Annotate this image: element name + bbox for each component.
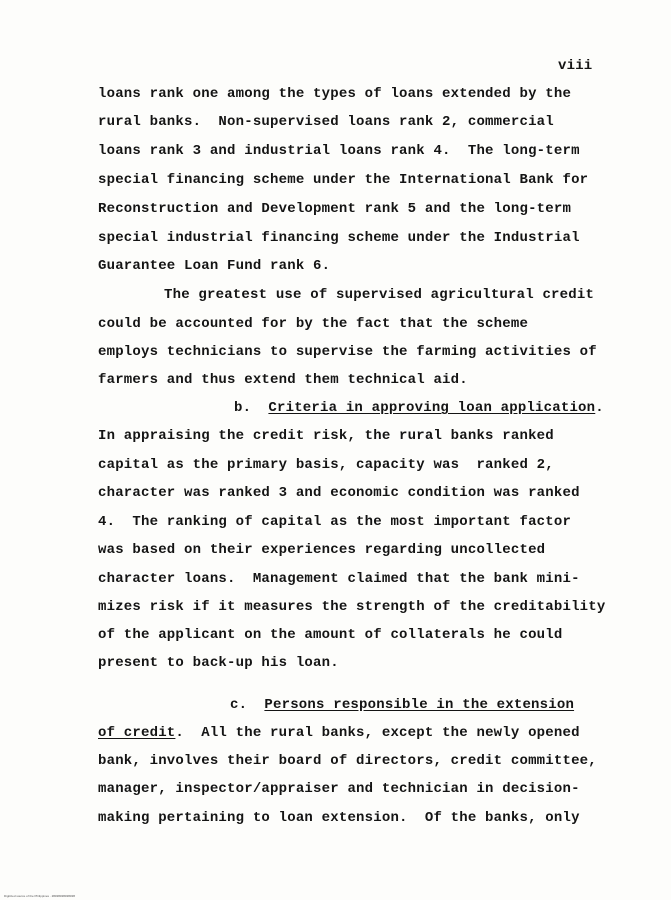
paragraph-1-line-3: loans rank 3 and industrial loans rank 4. The long-term: [98, 143, 580, 159]
section-b-heading: [234, 400, 604, 416]
section-b-line-1: In appraising the credit risk, the rural banks ranked: [98, 428, 554, 444]
section-c-line-3: making pertaining to loan extension. Of the banks, only: [98, 810, 580, 826]
paragraph-1-line-2: rural banks. Non-supervised loans rank 2, commercial: [98, 114, 554, 130]
section-b-line-5: was based on their experiences regarding uncollected: [98, 542, 546, 558]
section-c-line-0-rest: . All the rural banks, except the newly opened: [175, 725, 580, 741]
section-c-line-2: manager, inspector/appraiser and technician in decision-: [98, 781, 580, 797]
paragraph-1-line-5: Reconstruction and Development rank 5 and the long-term: [98, 201, 572, 217]
section-b-heading-period: .: [595, 400, 604, 416]
section-b-heading-text: Criteria in approving loan application: [268, 400, 596, 416]
section-b-letter: b.: [234, 400, 252, 416]
section-c-letter: c.: [230, 697, 248, 713]
section-c-heading: [230, 697, 574, 713]
paragraph-2-line-2: could be accounted for by the fact that the scheme: [98, 316, 529, 332]
paragraph-1-line-1: loans rank one among the types of loans extended by the: [98, 86, 572, 102]
section-b-line-2: capital as the primary basis, capacity was ranked 2,: [98, 457, 554, 473]
paragraph-2-line-1: The greatest use of supervised agricultural credit: [164, 287, 595, 303]
section-c-line-0: [98, 725, 580, 741]
paragraph-1-line-7: Guarantee Loan Fund rank 6.: [98, 258, 331, 274]
paragraph-1-line-6: special industrial financing scheme under the Industrial: [98, 230, 580, 246]
section-c-line-1: bank, involves their board of directors, credit committee,: [98, 753, 597, 769]
section-c-heading-continued: of credit: [98, 725, 176, 741]
page-number: viii: [558, 58, 593, 74]
digitization-footer: Digitized source of the Philippines · ##############: [4, 894, 76, 898]
paragraph-1-line-4: special financing scheme under the International Bank for: [98, 172, 589, 188]
section-b-line-6: character loans. Management claimed that the bank mini-: [98, 571, 580, 587]
section-b-line-4: 4. The ranking of capital as the most important factor: [98, 514, 572, 530]
paragraph-2-line-3: employs technicians to supervise the farming activities of: [98, 344, 597, 360]
section-b-line-9: present to back-up his loan.: [98, 655, 339, 671]
section-b-line-7: mizes risk if it measures the strength of the creditability: [98, 599, 606, 615]
section-b-line-8: of the applicant on the amount of collaterals he could: [98, 627, 563, 643]
section-c-heading-text: Persons responsible in the extension: [264, 697, 575, 713]
section-b-line-3: character was ranked 3 and economic condition was ranked: [98, 485, 580, 501]
paragraph-2-line-4: farmers and thus extend them technical aid.: [98, 372, 468, 388]
